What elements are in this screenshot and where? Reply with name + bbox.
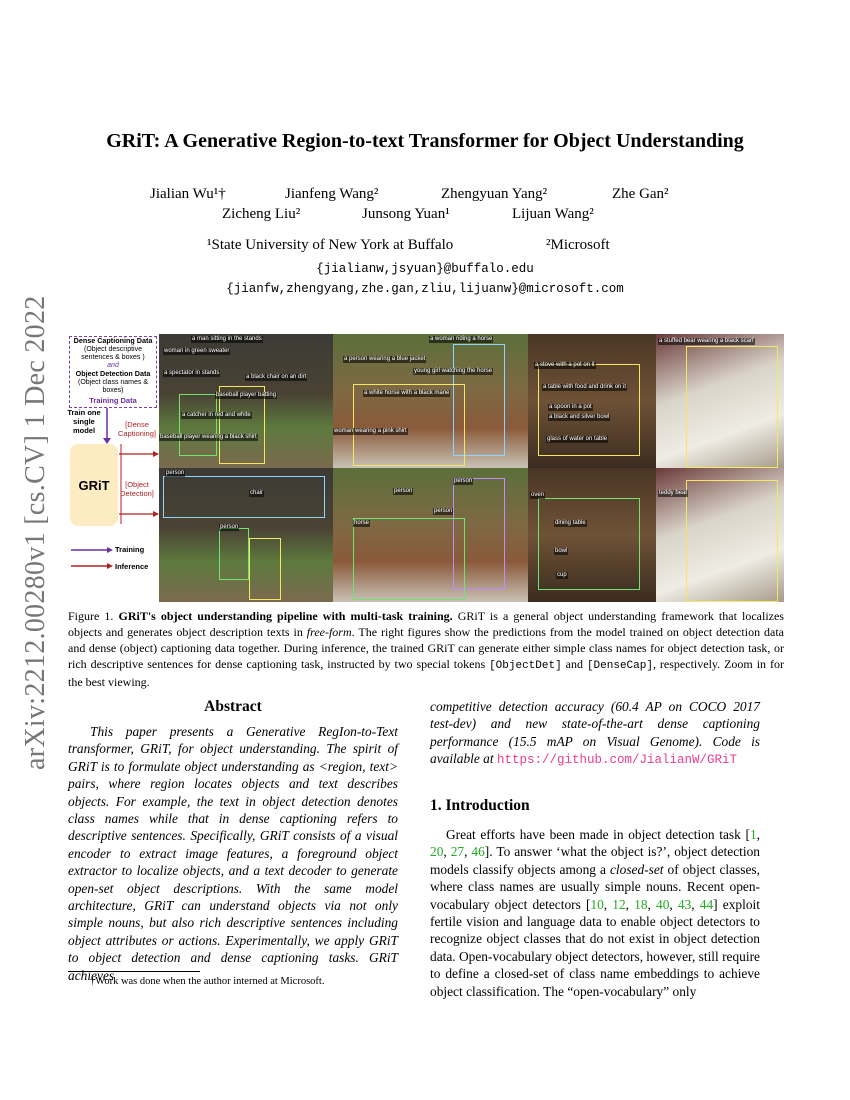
footnote-rule: [68, 971, 200, 972]
figure-label: Figure 1.: [68, 609, 114, 623]
figure-1: [67, 334, 784, 602]
author-jialian-wu: Jialian Wu¹†: [150, 186, 226, 202]
introduction-heading: 1. Introduction: [430, 797, 530, 814]
figure-pipeline-diagram: [67, 334, 159, 602]
citation-10[interactable]: 10: [590, 896, 604, 912]
abstract-text: This paper presents a Generative RegIon-to-Text transformer, GRiT, for object understanding. The spirit of GRiT is to formulate object understanding as <region, text> pairs, where region locates objects and text describes objects. For example, the text in object detection denotes class names while that in dense captioning refers to descriptive sentences. Specifically, GRiT consists of a visual encoder to extract image features, a foreground object extractor to localize objects, and a text decoder to generate open-set object descriptions. With the same model architecture, GRiT can understand objects via not only simple nouns, but also rich descriptive sentences including object attributes or actions. Experimentally, we apply GRiT to object detection and dense captioning tasks. GRiT achieves: [68, 724, 398, 983]
legend-inference-label: Inference: [115, 562, 149, 571]
caption-young-girl: young girl watching the horse: [414, 368, 493, 374]
detection-data-title: Object Detection Data: [75, 369, 151, 378]
caption-stove: a stove with a pot on it: [535, 362, 595, 368]
token-objectdet: [ObjectDet]: [489, 660, 562, 672]
email-buffalo: {jialianw,jsyuan}@buffalo.edu: [316, 262, 534, 276]
caption-player-batting: baseball player batting: [216, 392, 277, 398]
intro-closed-set: closed-set: [609, 861, 664, 877]
caption-text-2: . The right figures show the predictions from the model trained on object detection data and dense (object) captioning data together. During inference, the trained GRiT can generate either simple class names for object detection task, or rich descriptive sentences for dense captioning task, instructed by two special tokens: [68, 625, 784, 671]
det-label-oven: oven: [531, 492, 545, 498]
caption-bowl: a black and silver bowl: [549, 414, 610, 420]
abstract-continuation: [430, 698, 760, 770]
citation-44[interactable]: 44: [699, 896, 714, 912]
github-link[interactable]: https://github.com/JialianW/GRiT: [496, 753, 737, 768]
dense-caption-data-sub: (Object descriptive sentences & boxes ): [81, 346, 145, 361]
teddy-dense-caption-image: [656, 334, 784, 468]
det-label-cup: cup: [557, 572, 567, 578]
caption-black-chair: a black chair on an dirt: [246, 374, 307, 380]
arxiv-identifier: arXiv:2212.00280v1 [cs.CV] 1 Dec 2022: [20, 295, 51, 770]
caption-pink-shirt: woman wearing a pink shirt: [334, 428, 407, 434]
intro-text-b: ]. To answer ‘what the object is?’, object detection models classify objects among a: [430, 844, 760, 877]
caption-free-form: free-form: [306, 625, 352, 639]
paper-title: GRiT: A Generative Region-to-text Transformer for Object Understanding: [106, 130, 744, 152]
affiliation-microsoft: ²Microsoft: [546, 237, 610, 253]
abstract-cont-text: competitive detection accuracy (60.4 AP on COCO 2017 test-dev) and new state-of-the-art dense captioning performance (15.5 mAP on Visual Genome). Code is available at: [430, 699, 760, 767]
caption-blue-jacket: a person wearing a blue jacket: [344, 356, 426, 362]
detection-data-sub: (Object class names & boxes): [77, 379, 149, 394]
citation-46[interactable]: 46: [471, 844, 485, 860]
det-label-person-1: person: [166, 470, 185, 476]
grit-model-box: GRiT: [70, 444, 118, 526]
intro-text-c: of object classes, where class names are usually simple nouns. Recent open-vocabulary object detectors [: [430, 861, 760, 912]
figure-caption: [68, 608, 784, 690]
caption-green-sweater: woman in green sweater: [164, 348, 230, 354]
citation-43[interactable]: 43: [677, 896, 692, 912]
citation-12[interactable]: 12: [612, 896, 626, 912]
caption-white-horse: a white horse with a black mane: [364, 390, 450, 396]
training-data-label: Training Data: [89, 396, 137, 405]
kitchen-detection-image: [528, 468, 656, 602]
citation-1[interactable]: 1: [749, 827, 757, 842]
object-detection-token: [Object Detection]: [120, 480, 154, 498]
det-label-person-3: person: [454, 478, 473, 484]
caption-stuffed-bear: a stuffed bear wearing a black scarf: [659, 338, 754, 344]
intro-text-d: ] exploit fertile vision and language data to enable object detectors to recognize object classes that do not exist in object detection data. Open-vocabulary object detectors, however, still require to define a closed-set of class name embeddings to achieve object classification. The “open-vocabulary” only: [430, 896, 761, 999]
horse-dense-caption-image: [333, 334, 528, 468]
footnote: †Work was done when the author interned at Microsoft.: [90, 976, 325, 987]
affiliation-buffalo: ¹State University of New York at Buffalo: [207, 237, 454, 253]
det-label-teddy-bear: teddy bear: [659, 490, 688, 496]
citation-18[interactable]: 18: [634, 896, 648, 912]
author-jianfeng-wang: Jianfeng Wang²: [285, 186, 379, 202]
and-label: and: [107, 362, 119, 369]
teddy-detection-image: [656, 468, 784, 602]
dense-caption-data-title: Dense Captioning Data: [73, 336, 153, 345]
caption-man-sitting: a man sitting in the stands: [192, 336, 262, 342]
caption-spoon: a spoon in a pot: [549, 404, 592, 410]
email-microsoft: {jianfw,zhengyang,zhe.gan,zliu,lijuanw}@microsoft.com: [226, 282, 624, 296]
legend-training-label: Training: [115, 545, 145, 554]
caption-text-3: and: [561, 657, 587, 671]
author-junsong-yuan: Junsong Yuan¹: [362, 206, 450, 222]
caption-text-1: GRiT is a general object understanding framework that localizes objects and generates object description texts in: [68, 609, 784, 639]
token-densecap: [DenseCap]: [586, 660, 653, 672]
caption-woman-riding: a woman riding a horse: [430, 336, 493, 342]
caption-black-shirt: baseball player wearing a black shirt: [160, 434, 257, 440]
citation-27[interactable]: 27: [450, 844, 465, 860]
baseball-dense-caption-image: [159, 334, 333, 468]
train-one-model-label: Train one single model: [67, 408, 101, 435]
author-lijuan-wang: Lijuan Wang²: [512, 206, 594, 222]
dense-captioning-token: [Dense Captioning]: [118, 420, 156, 438]
author-zhe-gan: Zhe Gan²: [612, 186, 669, 202]
abstract-heading: Abstract: [204, 698, 262, 715]
caption-spectator: a spectator in stands: [164, 370, 220, 376]
det-label-person-5: person: [394, 488, 413, 494]
kitchen-dense-caption-image: [528, 334, 656, 468]
caption-glass: glass of water on table: [547, 436, 608, 442]
introduction-paragraph: Great efforts have been made in object detection task [1, 20, 27, 46]. To answer ‘what the object is?’, object detection models classify objects among a closed-set of object classes, where class names are usually simple nouns. Recent open-vocabulary object detectors [10, 12, 18, 40, 43, 44] exploit fertile vision and language data to enable object detectors to recognize object classes that do not exist in object detection data. Open-vocabulary object detectors, however, still require to define a closed-set of class name embeddings to achieve object classification. The “open-vocabulary” only: [430, 827, 761, 999]
intro-text-a: Great efforts have been made in object detection task [: [446, 827, 750, 842]
baseball-detection-image: [159, 468, 333, 602]
det-label-chair: chair: [250, 490, 264, 496]
caption-bold-summary: GRiT's object understanding pipeline with multi-task training.: [118, 609, 453, 623]
det-label-person-2: person: [220, 524, 239, 530]
caption-text-4: , respectively. Zoom in for the best viewing.: [68, 657, 784, 689]
caption-catcher: a catcher in red and white: [182, 412, 251, 418]
citation-20[interactable]: 20: [430, 844, 444, 860]
citation-40[interactable]: 40: [656, 896, 670, 912]
prediction-image-grid: [159, 334, 784, 602]
caption-table-food: a table with food and drink on it: [543, 384, 627, 390]
author-zicheng-liu: Zicheng Liu²: [222, 206, 301, 222]
horse-detection-image: [333, 468, 528, 602]
author-zhengyuan-yang: Zhengyuan Yang²: [441, 186, 548, 202]
det-label-dining-table: dining table: [555, 520, 586, 526]
det-label-horse: horse: [354, 520, 370, 526]
det-label-bowl: bowl: [555, 548, 568, 554]
det-label-person-4: person: [434, 508, 453, 514]
